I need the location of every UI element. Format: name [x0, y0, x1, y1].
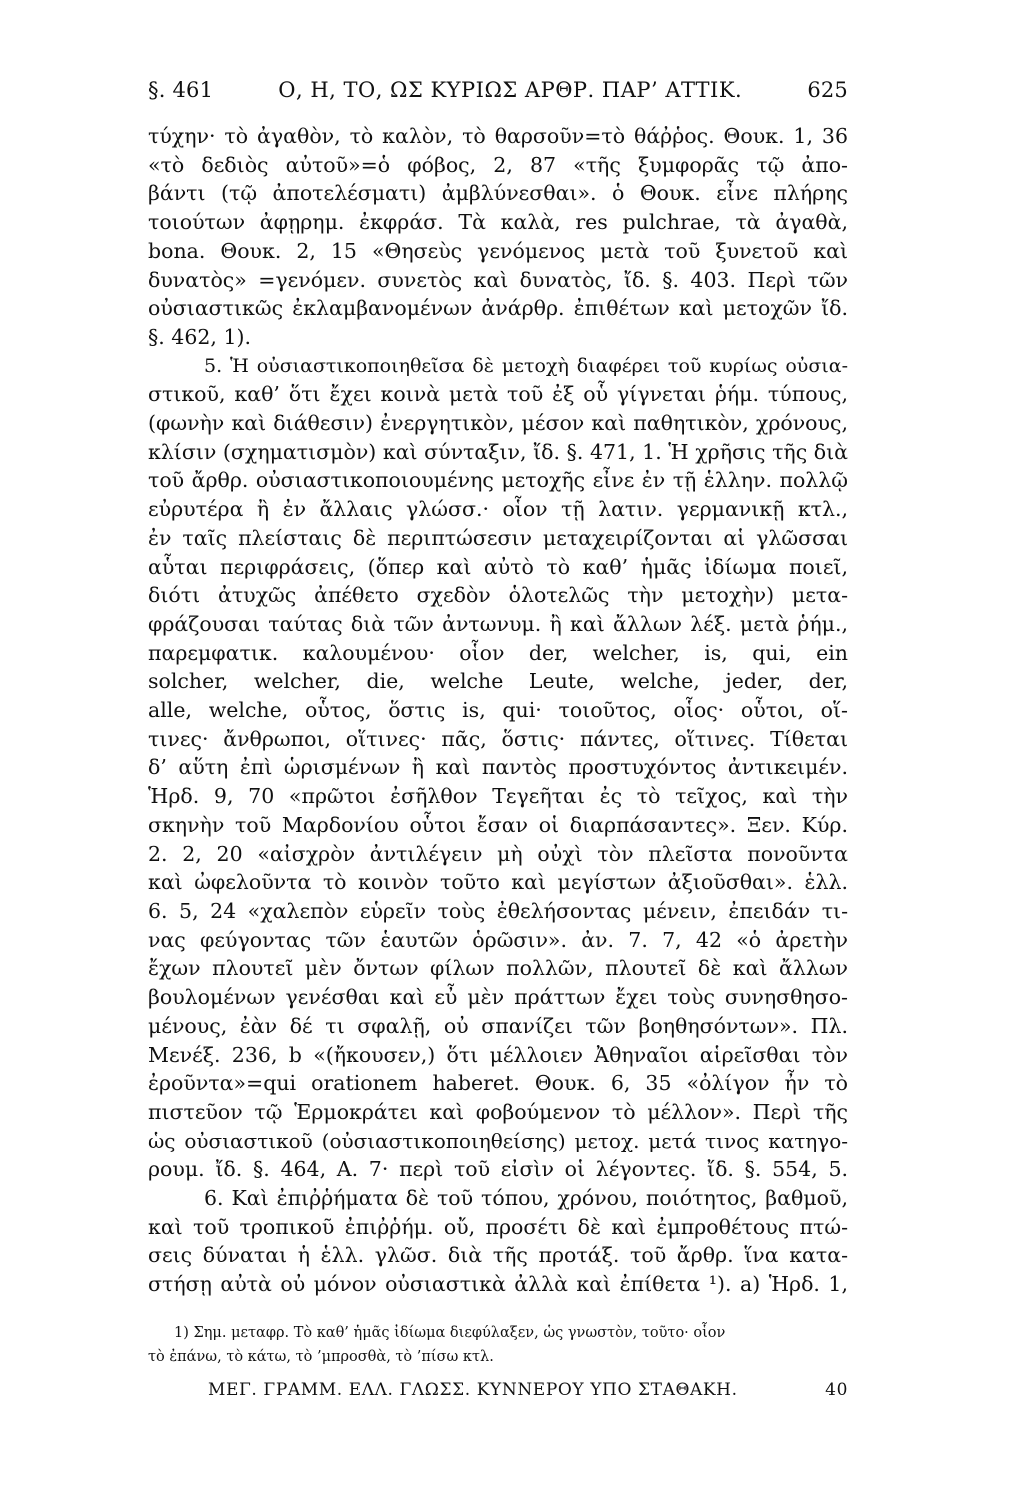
text-line: Ἡρδ. 9, 70 «πρῶτοι ἐσῆλθον Τεγεῆται ἐς τὸ τεῖχος, καὶ τὴν	[148, 784, 848, 809]
text-line: στήσῃ αὐτὰ οὐ μόνον οὐσιαστικὰ ἀλλὰ καὶ ἐπίθετα ¹). a) Ἡρδ. 1,	[148, 1272, 848, 1297]
text-line: καὶ τοῦ τροπικοῦ ἐπιῤῥήμ. οὔ, προσέτι δὲ καὶ ἐμπροθέτους πτώ-	[148, 1214, 848, 1239]
text-line: ἔχων πλουτεῖ μὲν ὄντων φίλων πολλῶν, πλουτεῖ δὲ καὶ ἄλλων	[148, 956, 848, 981]
paragraph-start-5: 5. Ἡ οὐσιαστικοποιηθεῖσα δὲ μετοχὴ διαφέρει τοῦ κυρίως οὐσια-	[204, 354, 848, 377]
text-line: bona. Θουκ. 2, 15 «Θησεὺς γενόμενος μετὰ τοῦ ξυνετοῦ καὶ	[148, 238, 848, 263]
text-line: 6. 5, 24 «χαλεπὸν εὑρεῖν τοὺς ἐθελήσοντας μένειν, ἐπειδάν τι-	[148, 898, 848, 923]
text-line: ὡς οὐσιαστικοῦ (οὐσιαστικοποιηθείσης) μετοχ. μετά τινος κατηγο-	[148, 1128, 848, 1153]
text-line: δ’ αὕτη ἐπὶ ὡρισμένων ἢ καὶ παντὸς προστυχόντος ἀντικειμέν.	[148, 755, 848, 780]
text-line: βουλομένων γενέσθαι καὶ εὖ μὲν πράττων ἔχει τοὺς συνησθησο-	[148, 985, 848, 1010]
text-line: σεις δύναται ἡ ἑλλ. γλῶσ. διὰ τῆς προτάξ. τοῦ ἄρθρ. ἵνα κατα-	[148, 1243, 848, 1268]
text-line: §. 462, 1).	[148, 324, 252, 349]
text-line: φράζουσαι ταύτας διὰ τῶν ἀντωνυμ. ἢ καὶ ἄλλων λέξ. μετὰ ῥήμ.,	[148, 611, 848, 636]
text-line: καὶ ὠφελοῦντα τὸ κοινὸν τοῦτο καὶ μεγίστων ἀξιοῦσθαι». ἑλλ.	[148, 870, 848, 895]
sheet-number: 40	[825, 1380, 848, 1400]
signature-footer	[208, 1380, 848, 1400]
text-line: alle, welche, οὗτος, ὅστις is, qui· τοιοῦτος, οἷος· οὗτοι, οἵ-	[148, 698, 848, 723]
book-page	[148, 78, 848, 1478]
text-line: στικοῦ, καθ’ ὅτι ἔχει κοινὰ μετὰ τοῦ ἐξ οὗ γίγνεται ῥήμ. τύπους,	[148, 382, 848, 407]
text-line: νας φεύγοντας τῶν ἑαυτῶν ὁρῶσιν». ἀν. 7. 7, 42 «ὁ ἀρετὴν	[148, 927, 848, 952]
text-line: αὗται περιφράσεις, (ὅπερ καὶ αὐτὸ τὸ καθ’ ἡμᾶς ἰδίωμα ποιεῖ,	[148, 554, 848, 579]
text-line: Μενέξ. 236, b «(ἤκουσεν,) ὅτι μέλλοιεν Ἀθηναῖοι αἱρεῖσθαι τὸν	[148, 1042, 848, 1067]
text-line: τύχην· τὸ ἀγαθὸν, τὸ καλὸν, τὸ θαρσοῦν=τὸ θάῤῥος. Θουκ. 1, 36	[148, 124, 848, 148]
body-text	[148, 122, 848, 1299]
text-line: σκηνὴν τοῦ Μαρδονίου οὗτοι ἔσαν οἱ διαρπάσαντες». Ξεν. Κύρ.	[148, 812, 848, 837]
running-header	[148, 78, 848, 118]
text-line: μένους, ἐὰν δέ τι σφαλῇ, οὐ σπανίζει τῶν βοηθησόντων». Πλ.	[148, 1013, 848, 1038]
text-line: διότι ἀτυχῶς ἀπέθετο σχεδὸν ὁλοτελῶς τὴν μετοχὴν) μετα-	[148, 583, 848, 608]
page-number: 625	[807, 78, 848, 102]
text-line: τινες· ἄνθρωποι, οἵτινες· πᾶς, ὅστις· πάντες, οἵτινες. Τίθεται	[148, 726, 848, 751]
text-line: ἐροῦντα»=qui orationem haberet. Θουκ. 6, 35 «ὀλίγον ἦν τὸ	[148, 1071, 848, 1096]
text-line: 2. 2, 20 «αἰσχρὸν ἀντιλέγειν μὴ οὐχὶ τὸν πλεῖστα πονοῦντα	[148, 841, 848, 866]
text-line: κλίσιν (σχηματισμὸν) καὶ σύνταξιν, ἴδ. §. 471, 1. Ἡ χρῆσις τῆς διὰ	[148, 439, 848, 464]
text-line: παρεμφατικ. καλουμένου· οἷον der, welcher, is, qui, ein	[148, 640, 848, 665]
text-line: βάντι (τῷ ἀποτελέσματι) ἀμβλύνεσθαι». ὁ Θουκ. εἶνε πλήρης	[148, 181, 848, 206]
text-line: πιστεῦον τῷ Ἑρμοκράτει καὶ φοβούμενον τὸ μέλλον». Περὶ τῆς	[148, 1099, 848, 1124]
footnotes	[148, 1321, 848, 1369]
footnote-line: 1) Σημ. μεταφρ. Τὸ καθ’ ἡμᾶς ἰδίωμα διεφύλαξεν, ὡς γνωστὸν, τοῦτο· οἷον	[174, 1325, 726, 1341]
text-line: solcher, welcher, die, welche Leute, welche, jeder, der,	[148, 669, 848, 694]
text-line: «τὸ δεδιὸς αὐτοῦ»=ὁ φόβος, 2, 87 «τῆς ξυμφορᾶς τῷ ἀπο-	[148, 152, 848, 177]
text-line: οὐσιαστικῶς ἐκλαμβανομένων ἀνάρθρ. ἐπιθέτων καὶ μετοχῶν ἴδ.	[148, 296, 848, 321]
text-line: δυνατὸς» =γενόμεν. συνετὸς καὶ δυνατὸς, ἴδ. §. 403. Περὶ τῶν	[148, 267, 848, 292]
footnote-line: τὸ ἐπάνω, τὸ κάτω, τὸ ’μπροσθὰ, τὸ ’πίσω κτλ.	[148, 1349, 494, 1365]
text-line: ρουμ. ἴδ. §. 464, Α. 7· περὶ τοῦ εἰσὶν οἱ λέγοντες. ἴδ. §. 554, 5.	[148, 1157, 848, 1182]
section-number: §. 461	[148, 78, 214, 102]
text-line: τοῦ ἄρθρ. οὐσιαστικοποιουμένης μετοχῆς εἶνε ἐν τῇ ἑλλην. πολλῷ	[148, 468, 848, 493]
text-line: τοιούτων ἀφῃρημ. ἐκφράσ. Τὰ καλὰ, res pulchrae, τὰ ἀγαθὰ,	[148, 210, 848, 235]
running-title: Ο, Η, ΤΟ, ΩΣ ΚΥΡΙΩΣ ΑΡΘΡ. ΠΑΡ’ ΑΤΤΙΚ.	[278, 78, 743, 102]
text-line: (φωνὴν καὶ διάθεσιν) ἐνεργητικὸν, μέσον καὶ παθητικὸν, χρόνους,	[148, 411, 848, 436]
paragraph-start-6: 6. Καὶ ἐπιῤῥήματα δὲ τοῦ τόπου, χρόνου, ποιότητος, βαθμοῦ,	[204, 1186, 848, 1211]
text-line: ἐν ταῖς πλείσταις δὲ περιπτώσεσιν μεταχειρίζονται αἱ γλῶσσαι	[148, 525, 848, 550]
text-line: εὐρυτέρα ἢ ἐν ἄλλαις γλώσσ.· οἷον τῇ λατιν. γερμανικῇ κτλ.,	[148, 497, 848, 522]
printer-signature: ΜΕΓ. ΓΡΑΜΜ. ΕΛΛ. ΓΛΩΣΣ. ΚΥΝΝΕΡΟΥ ΥΠΟ ΣΤΑΘΑΚΗ.	[208, 1380, 738, 1400]
